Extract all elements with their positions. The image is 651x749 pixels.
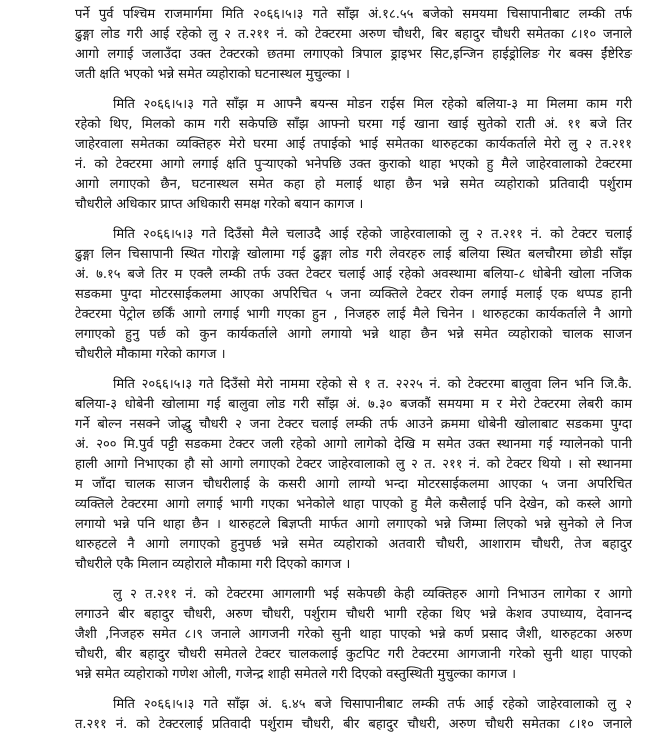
paragraph: [75, 585, 632, 685]
paragraph: [75, 5, 632, 85]
text-line: लु २ त.२११ नं. को टेक्टरमा आगलागी भई सकेपछी केही व्यक्तिहरु आगो निभाउन लागेका र आगो: [113, 587, 632, 602]
text-line: लगाउने बीर बहादुर चौधरी, अरुण चौधरी, पर्शुराम चौधरी भागी रहेका थिए भन्ने केशव उपाध्याय, देवानन्द: [75, 607, 632, 622]
text-line: जाहेरवाला समेतका व्यक्तिहरु मेरो घरमा आई तपाईको भाई समेतका थारुहटका कार्यकर्ताले मेरो लु २ त.२११: [75, 137, 632, 152]
text-line: मिति २०६६।५।३ गते दिउँसो मैले चलाउदै आई रहेको जाहेरवालाको लु २ त.२११ नं. को टेक्टर चलाई: [113, 227, 632, 242]
text-line: अं. २०० मि.पुर्व पट्टी सडकमा टेक्टर जली रहेको आगो लागेको देखि म समेत उक्त स्थानमा गई ग्यालेनको पानी: [75, 437, 632, 452]
text-line: चौधरीले अधिकार प्राप्त अधिकारी समक्ष गरेको बयान कागज ।: [75, 197, 364, 212]
text-line: भन्ने समेत व्यहोराको गणेश ओली, गजेन्द्र शाही समेतले गरी दिएको वस्तुस्थिती मुचुल्का कागज ।: [75, 667, 517, 682]
text-line: आगो लगाएको छैन, घटनास्थल समेत कहा हो मलाई थाहा छैन भन्ने समेत व्यहोराको प्रतिवादी पर्शुराम: [75, 177, 632, 192]
text-line: ढुङ्गा लोड गरी आई रहेको लु २ त.२११ नं. को टेक्टरमा अरुण चौधरी, बिर बहादुर चौधरी समेतका ८।१० जनाले: [75, 27, 632, 42]
text-line: टेक्टरमा पेट्रोल छर्किं आगो लगाई भागी गएका हुन , निजहरु लाई मैले चिनेन । थारुहटका कार्यकर्ताले नै आगो: [75, 307, 632, 322]
paragraph: [75, 225, 632, 365]
paragraph: [75, 95, 632, 215]
text-line: नं. को टेक्टरमा आगो लगाई क्षति पुर्‍याएको भनेपछि उक्त कुराको थाहा भएको हु मैले जाहेरवालाको टेक्टरमा: [75, 157, 632, 172]
text-line: थारुहटले नै आगो लगाएको हुनुपर्छ भन्ने समेत व्यहोराको अतवारी चौधरी, आशाराम चौधरी, तेज बहादुर: [75, 537, 632, 552]
text-line: चौधरी, बीर बहादुर चौधरी समेतले टेक्टर चालकलाई कुटपिट गरी टेक्टरमा आगजानी गरेको सुनी थाहा पाएको: [75, 647, 632, 662]
paragraph: [75, 695, 632, 735]
text-line: लगाएको हुनु पर्छ को कुन कार्यकर्ताले आगो लगायो भन्ने थाहा छैन भन्ने समेत व्यहोराको चालक साजन: [75, 327, 632, 342]
text-line: हाली आगो निभाएका हौ सो आगो लगाएको टेक्टर जाहेरवालाको लु २ त. २११ नं. को टेक्टर थियो । सो स्थानमा: [75, 457, 632, 472]
text-line: म जाँदा चालक साजन चौधरीलाई के कसरी आगो लाग्यो भन्दा मोटरसाईकलमा आएका ५ जना अपरिचित: [75, 477, 632, 492]
text-line: त.२११ नं. को टेक्टरलाई प्रतिवादी पर्शुराम चौधरी, बीर बहादुर चौधरी, अरुण चौधरी समेतका ८।१० जनाले: [75, 717, 632, 732]
text-line: सडकमा पुग्दा मोटरसाईकलमा आएका अपरिचित ५ जना व्यक्तिले टेक्टर रोक्न लगाई मलाई एक थप्पड हानी: [75, 287, 632, 302]
document-body: [75, 5, 632, 745]
text-line: गर्ने बोल्न नसक्ने जोद्धु चौधरी २ जना टेक्टर चलाई लम्की तर्फ आउने क्रममा धोबेनी खोलाबाट सडकमा पुग्दा: [75, 417, 632, 432]
text-line: अं. ७.१५ बजे तिर म एक्लै लम्की तर्फ उक्त टेक्टर चलाई आई रहेको अवस्थामा बलिया-८ धोबेनी खोला नजिक: [75, 267, 632, 282]
text-line: रहेको थिए, मिलको काम गरी सकेपछि साँझ आफ्नो घरमा गई खाना खाई सुतेको राती अं. ११ बजे तिर: [75, 117, 632, 132]
text-line: बलिया-३ धोबेनी खोलामा गई बालुवा लोड गरी साँझ अं. ७.३० बजकौं समयमा म र मेरो टेक्टरमा लेबरी काम: [75, 397, 632, 412]
text-line: चौधरीले एकै मिलान व्यहोराले मौकामा गरी दिएको कागज ।: [75, 557, 351, 572]
text-line: जती क्षति भएको भन्ने समेत व्यहोराको घटनास्थल मुचुल्का ।: [75, 67, 350, 82]
text-line: मिति २०६६।५।३ गते साँझ अं. ६.४५ बजे चिसापानीबाट लम्की तर्फ आई रहेको जाहेरवालाको लु २: [113, 697, 632, 712]
text-line: व्यक्तिले टेक्टरमा आगो लगाई भागी गएका भनेकोले थाहा पाएको हु मैले कसैलाई पनि देखेन, को कस्ले आगो: [75, 497, 632, 512]
text-line: ढुङ्गा लिन चिसापानी स्थित गोराङ्गे खोलामा गई ढुङ्गा लोड गरी लेवरहरु लाई बलिया स्थित बलचौरमा छोडी साँझ: [75, 247, 632, 262]
text-line: मिति २०६६।५।३ गते दिउँसो मेरो नाममा रहेको से १ त. २२२५ नं. को टेक्टरमा बालुवा लिन भनि जि.कै.: [113, 377, 632, 392]
text-line: जैशी ,निजहरु समेत ८।९ जनाले आगजनी गरेको सुनी थाहा पाएको भन्ने कर्ण प्रसाद जैशी, थारुहटका अरुण: [75, 627, 632, 642]
paragraph: [75, 375, 632, 575]
text-line: लगायो भन्ने पनि थाहा छैन । थारुहटले बिज्ञप्ती मार्फत आगो लगाएको भन्ने जिम्मा लिएको भन्ने सुनेको ले निज: [75, 517, 632, 532]
text-line: आगो लगाई जलाउँदा उक्त टेक्टरको छतमा लगाएको त्रिपाल ड्राइभर सिट,इन्जिन हाईड्रोलिङ गेर बक्स ईंष्टेरिङ: [75, 47, 632, 62]
text-line: मिति २०६६।५।३ गते साँझ म आफ्नै बयन्स मोडन राईस मिल रहेको बलिया-३ मा मिलमा काम गरी: [113, 97, 632, 112]
text-line: चौधरीले मौकामा गरेको कागज ।: [75, 347, 226, 362]
text-line: पर्ने पुर्व पश्चिम राजमार्गमा मिति २०६६।५।३ गते साँझ अं.१८.५५ बजेको समयमा चिसापानीबाट लम्की तर्फ: [75, 7, 632, 22]
